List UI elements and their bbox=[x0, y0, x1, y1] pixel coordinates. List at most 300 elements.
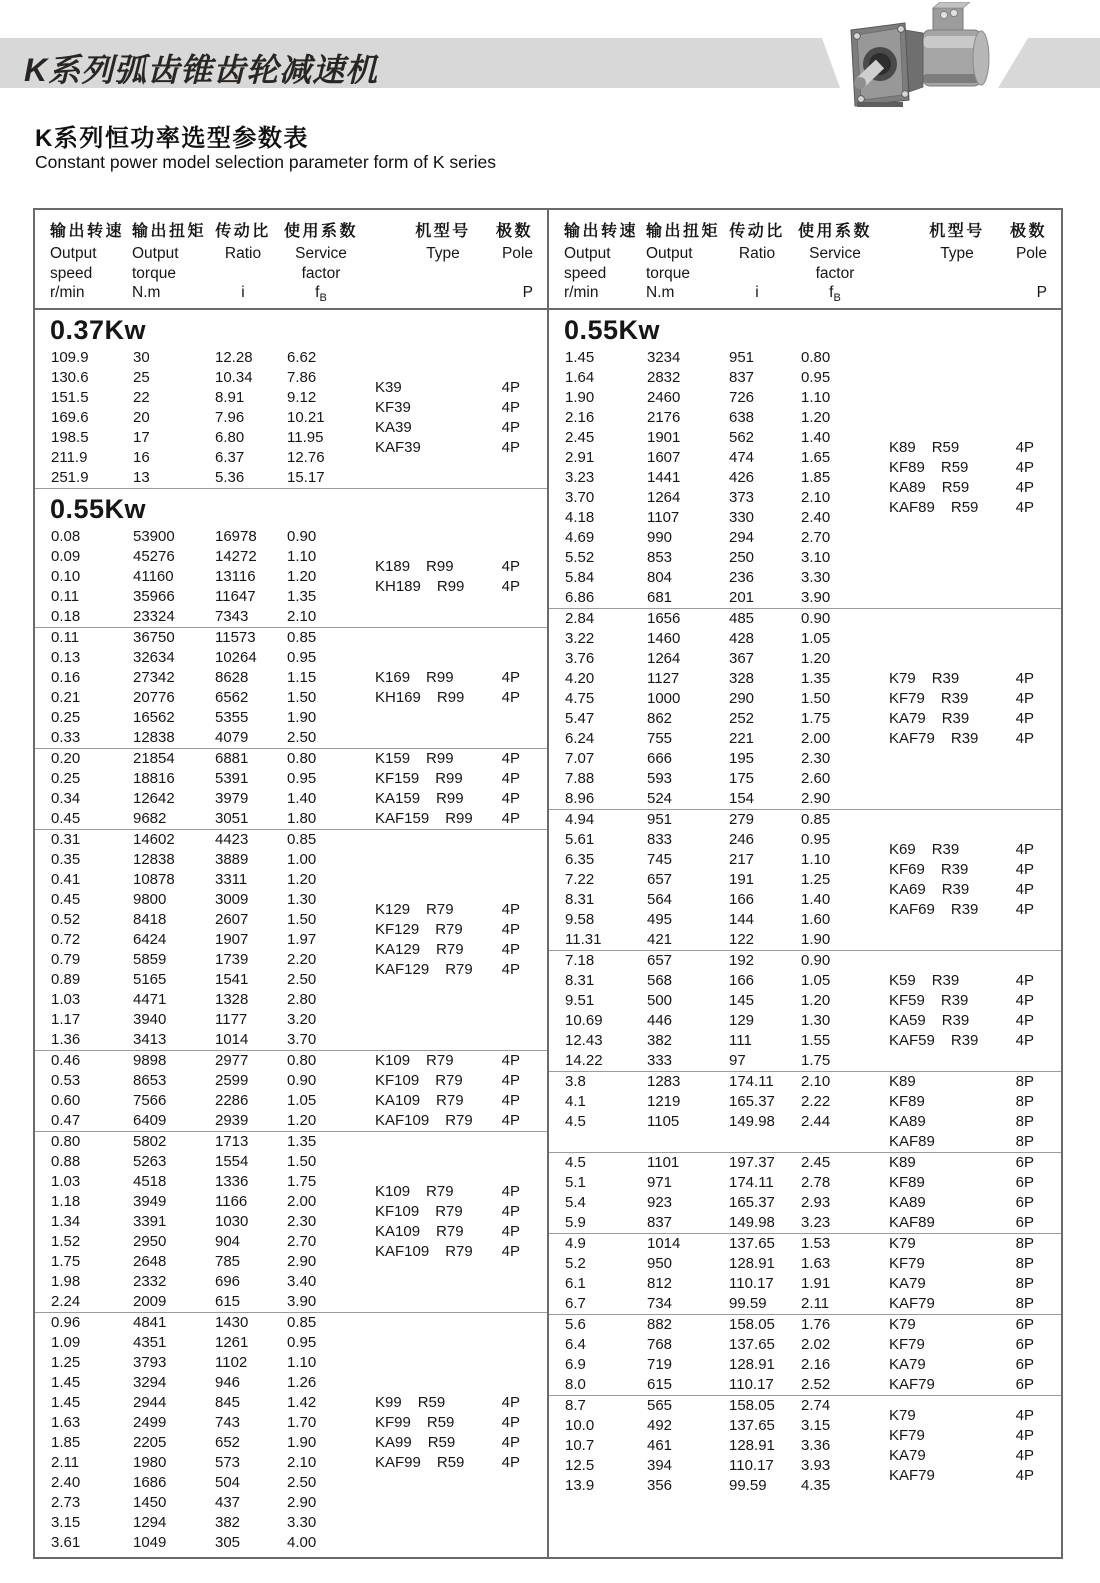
type-pole: 4P bbox=[501, 399, 520, 416]
cell: 169.6 bbox=[51, 409, 89, 426]
cell: 158.05 bbox=[729, 1397, 775, 1414]
type-entry bbox=[375, 1051, 520, 1071]
type-suffix: R99 bbox=[435, 770, 463, 787]
banner-band-right bbox=[995, 38, 1100, 88]
cell: 11.95 bbox=[287, 429, 324, 446]
cell: 328 bbox=[729, 670, 755, 687]
cell: 0.45 bbox=[51, 810, 81, 827]
table-row bbox=[549, 649, 1061, 669]
type-model: KA89 bbox=[889, 1113, 926, 1130]
cell: 6.1 bbox=[565, 1275, 586, 1292]
cell: 8.31 bbox=[565, 972, 595, 989]
type-model: K89 bbox=[889, 439, 916, 456]
type-pole: 6P bbox=[1015, 1214, 1034, 1231]
cell: 8628 bbox=[215, 669, 249, 686]
cell: 426 bbox=[729, 469, 755, 486]
cell: 1.20 bbox=[801, 650, 831, 667]
type-model: K59 bbox=[889, 972, 916, 989]
type-model: K159 bbox=[375, 750, 411, 767]
type-pole: 4P bbox=[501, 1183, 520, 1200]
type-model: KAF129 bbox=[375, 961, 430, 978]
cell: 20 bbox=[133, 409, 150, 426]
cell: 657 bbox=[647, 871, 673, 888]
type-pole: 4P bbox=[501, 379, 520, 396]
cell: 5.61 bbox=[565, 831, 595, 848]
cell: 2009 bbox=[133, 1293, 167, 1310]
cell: 27342 bbox=[133, 669, 175, 686]
cell: 745 bbox=[647, 851, 673, 868]
type-entry bbox=[889, 729, 1034, 749]
cell: 7566 bbox=[133, 1092, 167, 1109]
cell: 3.76 bbox=[565, 650, 595, 667]
cell: 2944 bbox=[133, 1394, 167, 1411]
cell: 0.89 bbox=[51, 971, 81, 988]
type-model: KAF109 bbox=[375, 1112, 430, 1129]
type-list bbox=[375, 1393, 520, 1473]
type-model: K79 bbox=[889, 1407, 916, 1424]
type-entry bbox=[375, 1091, 520, 1111]
cell: 1.52 bbox=[51, 1233, 81, 1250]
type-pole: 4P bbox=[501, 439, 520, 456]
type-model: KF59 bbox=[889, 992, 925, 1009]
cell: 382 bbox=[647, 1032, 673, 1049]
cell: 30 bbox=[133, 349, 150, 366]
cell: 6.62 bbox=[287, 349, 317, 366]
cell: 7.07 bbox=[565, 750, 595, 767]
cell: 25 bbox=[133, 369, 150, 386]
selection-table bbox=[33, 208, 1063, 1559]
type-suffix: R39 bbox=[950, 1032, 979, 1049]
cell: 137.65 bbox=[729, 1336, 775, 1353]
cell: 3.90 bbox=[287, 1293, 317, 1310]
type-pole: 4P bbox=[501, 1072, 520, 1089]
cell: 0.80 bbox=[287, 750, 317, 767]
cell: 166 bbox=[729, 891, 755, 908]
model-group bbox=[35, 829, 547, 1050]
cell: 394 bbox=[647, 1457, 673, 1474]
cell: 2.16 bbox=[801, 1356, 831, 1373]
table-row bbox=[35, 830, 547, 850]
cell: 305 bbox=[215, 1534, 241, 1551]
type-model: KAF39 bbox=[375, 439, 421, 456]
cell: 2.90 bbox=[287, 1253, 317, 1270]
cell: 0.47 bbox=[51, 1112, 81, 1129]
cell: 1014 bbox=[215, 1031, 249, 1048]
cell: 7.18 bbox=[565, 952, 595, 969]
type-pole: 4P bbox=[1015, 901, 1034, 918]
type-entry bbox=[375, 557, 520, 577]
panel-body bbox=[35, 310, 547, 1553]
type-list bbox=[375, 1182, 520, 1262]
cell: 524 bbox=[647, 790, 673, 807]
cell: 2332 bbox=[133, 1273, 167, 1290]
cell: 0.90 bbox=[801, 952, 831, 969]
type-entry bbox=[375, 378, 520, 398]
col-header-type: 机型号 Type bbox=[415, 223, 471, 262]
cell: 1.09 bbox=[51, 1334, 81, 1351]
type-entry bbox=[889, 669, 1034, 689]
cell: 2.30 bbox=[287, 1213, 317, 1230]
cell: 137.65 bbox=[729, 1235, 775, 1252]
cell: 6.35 bbox=[565, 851, 595, 868]
cell: 3.93 bbox=[801, 1457, 831, 1474]
cell: 0.79 bbox=[51, 951, 81, 968]
cell: 1219 bbox=[647, 1093, 681, 1110]
type-pole: 6P bbox=[1015, 1194, 1034, 1211]
type-pole: 4P bbox=[501, 1414, 520, 1431]
type-pole: 4P bbox=[1015, 881, 1034, 898]
cell: 951 bbox=[647, 811, 673, 828]
type-entry bbox=[375, 789, 520, 809]
cell: 3.15 bbox=[51, 1514, 81, 1531]
cell: 804 bbox=[647, 569, 673, 586]
cell: 6.24 bbox=[565, 730, 595, 747]
cell: 2.40 bbox=[801, 509, 831, 526]
cell: 9800 bbox=[133, 891, 167, 908]
type-entry bbox=[889, 1092, 1034, 1112]
cell: 14602 bbox=[133, 831, 175, 848]
type-pole: 4P bbox=[501, 578, 520, 595]
cell: 2286 bbox=[215, 1092, 249, 1109]
type-suffix: R39 bbox=[941, 710, 970, 727]
table-row bbox=[549, 810, 1061, 830]
cell: 1166 bbox=[215, 1193, 248, 1210]
cell: 2.74 bbox=[801, 1397, 831, 1414]
cell: 236 bbox=[729, 569, 755, 586]
type-pole: 4P bbox=[1015, 670, 1034, 687]
cell: 1.42 bbox=[287, 1394, 317, 1411]
cell: 137.65 bbox=[729, 1417, 775, 1434]
type-suffix: R79 bbox=[435, 1072, 463, 1089]
cell: 1336 bbox=[215, 1173, 249, 1190]
type-pole: 4P bbox=[1015, 1407, 1034, 1424]
panel-body bbox=[549, 310, 1061, 1496]
cell: 21854 bbox=[133, 750, 175, 767]
cell: 853 bbox=[647, 549, 673, 566]
cell: 1.75 bbox=[801, 710, 831, 727]
cell: 1.20 bbox=[287, 1112, 317, 1129]
type-pole: 8P bbox=[1015, 1113, 1034, 1130]
type-pole: 8P bbox=[1015, 1235, 1034, 1252]
cell: 294 bbox=[729, 529, 755, 546]
cell: 1102 bbox=[215, 1354, 248, 1371]
cell: 3.70 bbox=[565, 489, 595, 506]
cell: 3.23 bbox=[801, 1214, 831, 1231]
cell: 1901 bbox=[647, 429, 681, 446]
cell: 290 bbox=[729, 690, 755, 707]
cell: 615 bbox=[647, 1376, 673, 1393]
cell: 1.98 bbox=[51, 1273, 81, 1290]
table-row bbox=[549, 769, 1061, 789]
cell: 250 bbox=[729, 549, 755, 566]
cell: 14272 bbox=[215, 548, 257, 565]
cell: 1.05 bbox=[801, 630, 831, 647]
type-entry bbox=[889, 991, 1034, 1011]
cell: 785 bbox=[215, 1253, 241, 1270]
cell: 1.65 bbox=[801, 449, 831, 466]
cell: 1.55 bbox=[801, 1032, 831, 1049]
cell: 1686 bbox=[133, 1474, 167, 1491]
cell: 657 bbox=[647, 952, 673, 969]
type-entry bbox=[375, 960, 520, 980]
type-entry bbox=[889, 900, 1034, 920]
type-model: KF99 bbox=[375, 1414, 411, 1431]
cell: 8653 bbox=[133, 1072, 167, 1089]
cell: 13116 bbox=[215, 568, 256, 585]
type-suffix: R39 bbox=[941, 881, 970, 898]
table-row bbox=[35, 1373, 547, 1393]
cell: 12838 bbox=[133, 851, 175, 868]
type-entry bbox=[889, 1406, 1034, 1426]
table-row bbox=[35, 1152, 547, 1172]
cell: 5355 bbox=[215, 709, 249, 726]
cell: 1.90 bbox=[287, 709, 317, 726]
cell: 10264 bbox=[215, 649, 257, 666]
table-row bbox=[35, 990, 547, 1010]
cell: 1.10 bbox=[287, 548, 317, 565]
type-model: K189 bbox=[375, 558, 411, 575]
cell: 6.37 bbox=[215, 449, 245, 466]
type-entry bbox=[375, 809, 520, 829]
cell: 2977 bbox=[215, 1052, 249, 1069]
cell: 12.76 bbox=[287, 449, 325, 466]
col-header-output: 输出转速 Output speed r/min bbox=[564, 223, 639, 301]
type-model: K89 bbox=[889, 1154, 916, 1171]
cell: 373 bbox=[729, 489, 755, 506]
type-model: KAF59 bbox=[889, 1032, 935, 1049]
cell: 1.40 bbox=[801, 891, 831, 908]
table-row bbox=[35, 348, 547, 368]
type-model: KF89 bbox=[889, 1093, 925, 1110]
cell: 0.46 bbox=[51, 1052, 81, 1069]
type-list bbox=[889, 840, 1034, 920]
type-model: KF69 bbox=[889, 861, 925, 878]
cell: 9682 bbox=[133, 810, 167, 827]
table-row bbox=[35, 708, 547, 728]
cell: 1.25 bbox=[801, 871, 831, 888]
type-suffix: R99 bbox=[436, 578, 465, 595]
cell: 8.0 bbox=[565, 1376, 586, 1393]
cell: 1.90 bbox=[801, 931, 831, 948]
cell: 1014 bbox=[647, 1235, 681, 1252]
cell: 201 bbox=[729, 589, 755, 606]
cell: 951 bbox=[729, 349, 755, 366]
type-entry bbox=[889, 1274, 1034, 1294]
type-model: KH169 bbox=[375, 689, 421, 706]
cell: 4.94 bbox=[565, 811, 595, 828]
cell: 5802 bbox=[133, 1133, 167, 1150]
table-row bbox=[549, 408, 1061, 428]
type-pole: 4P bbox=[501, 1454, 520, 1471]
cell: 2499 bbox=[133, 1414, 167, 1431]
type-entry bbox=[889, 1213, 1034, 1233]
table-row bbox=[549, 749, 1061, 769]
cell: 1127 bbox=[647, 670, 680, 687]
cell: 719 bbox=[647, 1356, 673, 1373]
cell: 1.20 bbox=[801, 409, 831, 426]
type-pole: 6P bbox=[1015, 1376, 1034, 1393]
type-pole: 4P bbox=[501, 1092, 520, 1109]
cell: 6.9 bbox=[565, 1356, 586, 1373]
cell: 0.72 bbox=[51, 931, 81, 948]
col-header-output: 输出转速 Output speed r/min bbox=[50, 223, 125, 301]
type-model: KA59 bbox=[889, 1012, 926, 1029]
type-model: KF39 bbox=[375, 399, 411, 416]
cell: 3.10 bbox=[801, 549, 831, 566]
type-pole: 4P bbox=[501, 961, 520, 978]
type-model: KH189 bbox=[375, 578, 421, 595]
type-entry bbox=[889, 1132, 1034, 1152]
cell: 1.50 bbox=[287, 1153, 317, 1170]
cell: 593 bbox=[647, 770, 673, 787]
type-list bbox=[889, 1153, 1034, 1233]
cell: 1430 bbox=[215, 1314, 249, 1331]
type-model: KAF79 bbox=[889, 1295, 935, 1312]
type-suffix: R99 bbox=[426, 558, 454, 575]
type-list bbox=[889, 1315, 1034, 1395]
cell: 5.4 bbox=[565, 1194, 586, 1211]
cell: 144 bbox=[729, 911, 755, 928]
cell: 681 bbox=[647, 589, 673, 606]
type-model: KF79 bbox=[889, 690, 925, 707]
cell: 97 bbox=[729, 1052, 746, 1069]
type-pole: 4P bbox=[501, 1394, 520, 1411]
type-pole: 6P bbox=[1015, 1336, 1034, 1353]
model-group bbox=[549, 809, 1061, 950]
type-pole: 4P bbox=[1015, 459, 1034, 476]
type-pole: 4P bbox=[501, 1052, 520, 1069]
cell: 0.95 bbox=[801, 831, 831, 848]
cell: 3.15 bbox=[801, 1417, 831, 1434]
col-header-pole: 极数 Pole P bbox=[495, 223, 533, 301]
type-pole: 4P bbox=[501, 810, 520, 827]
type-model: KA129 bbox=[375, 941, 421, 958]
cell: 10.7 bbox=[565, 1437, 595, 1454]
cell: 615 bbox=[215, 1293, 241, 1310]
type-entry bbox=[375, 438, 520, 458]
type-suffix: R39 bbox=[950, 730, 979, 747]
cell: 3.30 bbox=[287, 1514, 317, 1531]
cell: 1.50 bbox=[287, 689, 317, 706]
cell: 149.98 bbox=[729, 1113, 775, 1130]
cell: 2.02 bbox=[801, 1336, 831, 1353]
cell: 2607 bbox=[215, 911, 249, 928]
type-pole: 4P bbox=[1015, 439, 1034, 456]
cell: 41160 bbox=[133, 568, 174, 585]
cell: 4.5 bbox=[565, 1113, 586, 1130]
cell: 3940 bbox=[133, 1011, 167, 1028]
type-pole: 8P bbox=[1015, 1275, 1034, 1292]
cell: 13.9 bbox=[565, 1477, 595, 1494]
cell: 5.6 bbox=[565, 1316, 586, 1333]
cell: 4.00 bbox=[287, 1534, 317, 1551]
cell: 382 bbox=[215, 1514, 241, 1531]
cell: 14.22 bbox=[565, 1052, 603, 1069]
model-group bbox=[549, 1071, 1061, 1152]
cell: 1450 bbox=[133, 1494, 167, 1511]
cell: 573 bbox=[215, 1454, 241, 1471]
model-group bbox=[35, 348, 547, 488]
cell: 10.34 bbox=[215, 369, 253, 386]
type-pole: 8P bbox=[1015, 1255, 1034, 1272]
type-entry bbox=[889, 1112, 1034, 1132]
model-group bbox=[549, 1233, 1061, 1314]
cell: 6424 bbox=[133, 931, 167, 948]
cell: 0.95 bbox=[287, 770, 317, 787]
cell: 1.90 bbox=[287, 1434, 317, 1451]
cell: 7343 bbox=[215, 608, 249, 625]
type-entry bbox=[375, 1222, 520, 1242]
type-entry bbox=[375, 940, 520, 960]
cell: 1101 bbox=[647, 1154, 680, 1171]
type-model: KF109 bbox=[375, 1072, 420, 1089]
cell: 6.4 bbox=[565, 1336, 586, 1353]
type-pole: 6P bbox=[1015, 1174, 1034, 1191]
table-row bbox=[35, 870, 547, 890]
type-entry bbox=[889, 1446, 1034, 1466]
cell: 18816 bbox=[133, 770, 175, 787]
cell: 837 bbox=[647, 1214, 673, 1231]
cell: 5263 bbox=[133, 1153, 167, 1170]
table-row bbox=[549, 528, 1061, 548]
type-model: K79 bbox=[889, 1316, 916, 1333]
cell: 2.10 bbox=[801, 1073, 831, 1090]
cell: 9.51 bbox=[565, 992, 595, 1009]
cell: 3889 bbox=[215, 851, 249, 868]
cell: 251.9 bbox=[51, 469, 89, 486]
col-header-service: 使用系数 Service factor $f_B$ bbox=[797, 223, 872, 305]
cell: 2.52 bbox=[801, 1376, 831, 1393]
type-suffix: R99 bbox=[426, 669, 454, 686]
type-suffix: R79 bbox=[435, 921, 463, 938]
cell: 971 bbox=[647, 1174, 673, 1191]
table-row bbox=[35, 1333, 547, 1353]
cell: 1.76 bbox=[801, 1316, 831, 1333]
cell: 367 bbox=[729, 650, 755, 667]
cell: 1.85 bbox=[51, 1434, 81, 1451]
type-pole: 8P bbox=[1015, 1295, 1034, 1312]
cell: 500 bbox=[647, 992, 673, 1009]
type-pole: 4P bbox=[501, 1203, 520, 1220]
cell: 36750 bbox=[133, 629, 175, 646]
cell: 2950 bbox=[133, 1233, 167, 1250]
cell: 6409 bbox=[133, 1112, 167, 1129]
cell: 0.16 bbox=[51, 669, 81, 686]
cell: 2205 bbox=[133, 1434, 167, 1451]
type-pole: 4P bbox=[1015, 972, 1034, 989]
cell: 4841 bbox=[133, 1314, 167, 1331]
cell: 8.96 bbox=[565, 790, 595, 807]
cell: 15.17 bbox=[287, 469, 325, 486]
cell: 1.35 bbox=[287, 1133, 317, 1150]
cell: 461 bbox=[647, 1437, 673, 1454]
cell: 0.11 bbox=[51, 629, 80, 646]
cell: 2.90 bbox=[287, 1494, 317, 1511]
table-row bbox=[35, 468, 547, 488]
model-group bbox=[549, 1314, 1061, 1395]
cell: 3979 bbox=[215, 790, 249, 807]
type-model: KAF89 bbox=[889, 1214, 935, 1231]
column-headers bbox=[549, 210, 1061, 310]
type-entry bbox=[889, 860, 1034, 880]
table-row bbox=[35, 1292, 547, 1312]
cell: 1.80 bbox=[287, 810, 317, 827]
cell: 2.10 bbox=[801, 489, 831, 506]
cell: 1.50 bbox=[801, 690, 831, 707]
table-row bbox=[549, 548, 1061, 568]
cell: 2.93 bbox=[801, 1194, 831, 1211]
type-suffix: R79 bbox=[445, 961, 473, 978]
